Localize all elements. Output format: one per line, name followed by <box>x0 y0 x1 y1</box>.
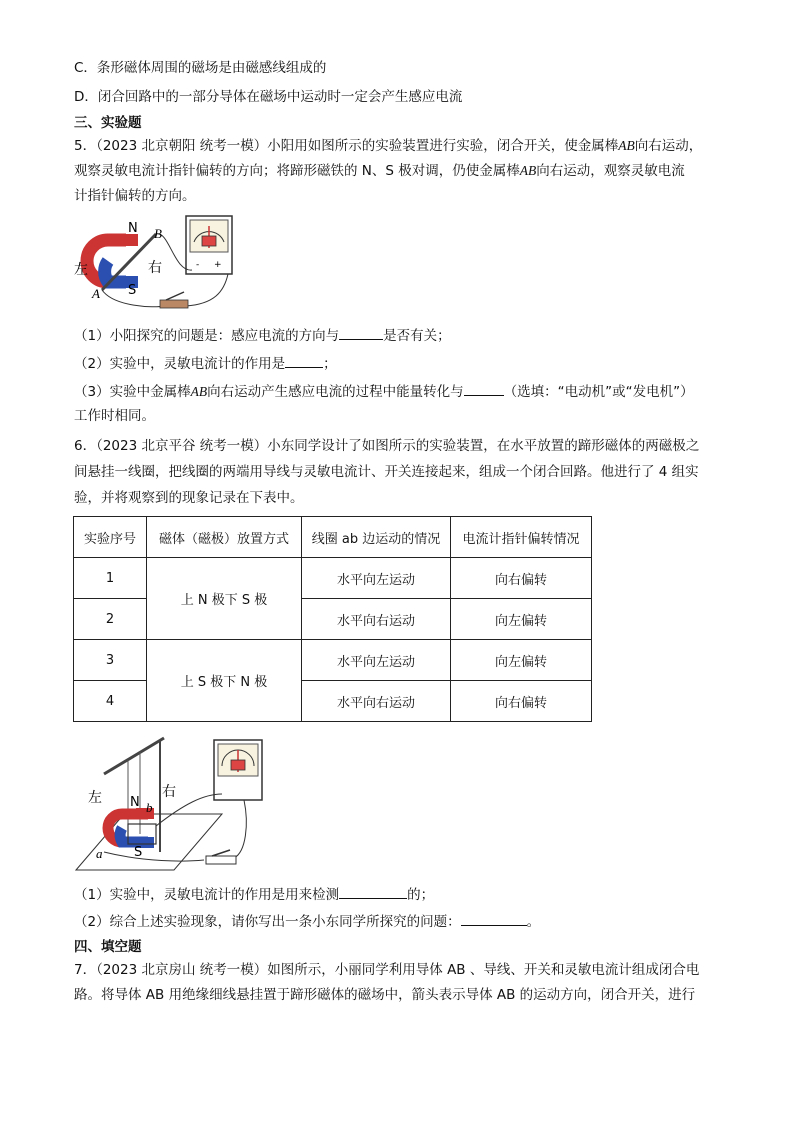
experiment-table <box>73 516 592 722</box>
table-cell: 水平向左运动 <box>302 558 451 599</box>
q6-line-2: 间悬挂一线圈，把线圈的两端用导线与灵敏电流计、开关连接起来，组成一个闭合回路。他进行了 4 组实 <box>74 464 699 480</box>
q6-sub-2: （2）综合上述实验现象，请你写出一条小东同学所探究的问题： 。 <box>74 911 540 932</box>
fig1-label-left: 左 <box>74 262 88 278</box>
section-3-heading: 三、实验题 <box>74 115 142 131</box>
table-cell: 向左偏转 <box>451 640 592 681</box>
fig2-label-b: b <box>146 800 153 815</box>
table-cell: 1 <box>74 558 147 599</box>
q7-line-1: 7．（2023 北京房山 统考一模）如图所示，小丽同学利用导体 AB 、导线、开关和灵敏电流计组成闭合电 <box>74 962 700 978</box>
table-cell: 向左偏转 <box>451 599 592 640</box>
q7-line-2: 路。将导体 AB 用绝缘细线悬挂置于蹄形磁体的磁场中，箭头表示导体 AB 的运动方向，闭合开关，进行 <box>74 987 696 1003</box>
table-header-row <box>74 517 592 558</box>
fig1-label-s: S <box>128 283 137 298</box>
fig2-label-a: a <box>96 846 103 861</box>
figure-2-apparatus <box>74 734 274 874</box>
option-c: C．条形磁体周围的磁场是由磁感线组成的 <box>74 60 327 76</box>
fig2-label-right: 右 <box>162 784 176 800</box>
table-cell: 向右偏转 <box>451 681 592 722</box>
galvanometer-icon <box>186 216 232 274</box>
fig2-label-s: S <box>134 845 143 860</box>
switch-icon <box>160 292 188 308</box>
q6-sub-1: （1）实验中，灵敏电流计的作用是用来检测 的； <box>74 884 434 905</box>
table-header: 磁体（磁极）放置方式 <box>147 517 302 558</box>
stand-bar <box>104 738 164 774</box>
q6-line-3: 验，并将观察到的现象记录在下表中。 <box>74 490 304 506</box>
fig1-label-a: A <box>92 286 100 301</box>
svg-text:-: - <box>196 260 200 270</box>
table-cell: 上 N 极下 S 极 <box>147 558 302 640</box>
table-cell: 2 <box>74 599 147 640</box>
galvanometer-icon <box>214 740 262 800</box>
figure-1-apparatus <box>74 212 244 318</box>
table-row <box>74 558 592 599</box>
table-cell: 3 <box>74 640 147 681</box>
table-row <box>74 640 592 681</box>
q5-line-3: 计指针偏转的方向。 <box>74 188 196 204</box>
fig1-label-n: N <box>128 221 138 236</box>
fig2-label-left: 左 <box>88 790 102 806</box>
q5-sub-3-cont: 工作时相同。 <box>74 408 155 424</box>
q5-sub-3: （3）实验中金属棒AB向右运动产生感应电流的过程中能量转化与 （选填：“电动机”或“发电机”） <box>74 381 694 402</box>
table-header: 线圈 ab 边运动的情况 <box>302 517 451 558</box>
fig1-label-b: B <box>154 226 162 241</box>
q5-sub-1: （1）小阳探究的问题是：感应电流的方向与 是否有关； <box>74 325 451 346</box>
table-cell: 向右偏转 <box>451 558 592 599</box>
q5-sub-2: （2）实验中，灵敏电流计的作用是 ； <box>74 353 337 374</box>
table-cell: 水平向右运动 <box>302 681 451 722</box>
table-cell: 水平向右运动 <box>302 599 451 640</box>
q5-line-1: 5．（2023 北京朝阳 统考一模）小阳用如图所示的实验装置进行实验，闭合开关，使金属棒AB向右运动， <box>74 138 703 154</box>
q6-line-1: 6．（2023 北京平谷 统考一模）小东同学设计了如图所示的实验装置，在水平放置的蹄形磁体的两磁极之 <box>74 438 700 454</box>
switch-icon <box>206 850 236 864</box>
svg-text:+: + <box>214 260 222 270</box>
table-cell: 水平向左运动 <box>302 640 451 681</box>
q5-line-2: 观察灵敏电流计指针偏转的方向；将蹄形磁铁的 N、S 极对调，仍使金属棒AB向右运动，观察灵敏电流 <box>74 163 685 179</box>
fig1-label-right: 右 <box>148 260 162 276</box>
fig2-label-n: N <box>130 795 140 810</box>
table-cell: 4 <box>74 681 147 722</box>
section-4-heading: 四、填空题 <box>74 939 142 955</box>
table-header: 电流计指针偏转情况 <box>451 517 592 558</box>
option-d: D．闭合回路中的一部分导体在磁场中运动时一定会产生感应电流 <box>74 89 463 105</box>
table-header: 实验序号 <box>74 517 147 558</box>
table-cell: 上 S 极下 N 极 <box>147 640 302 722</box>
